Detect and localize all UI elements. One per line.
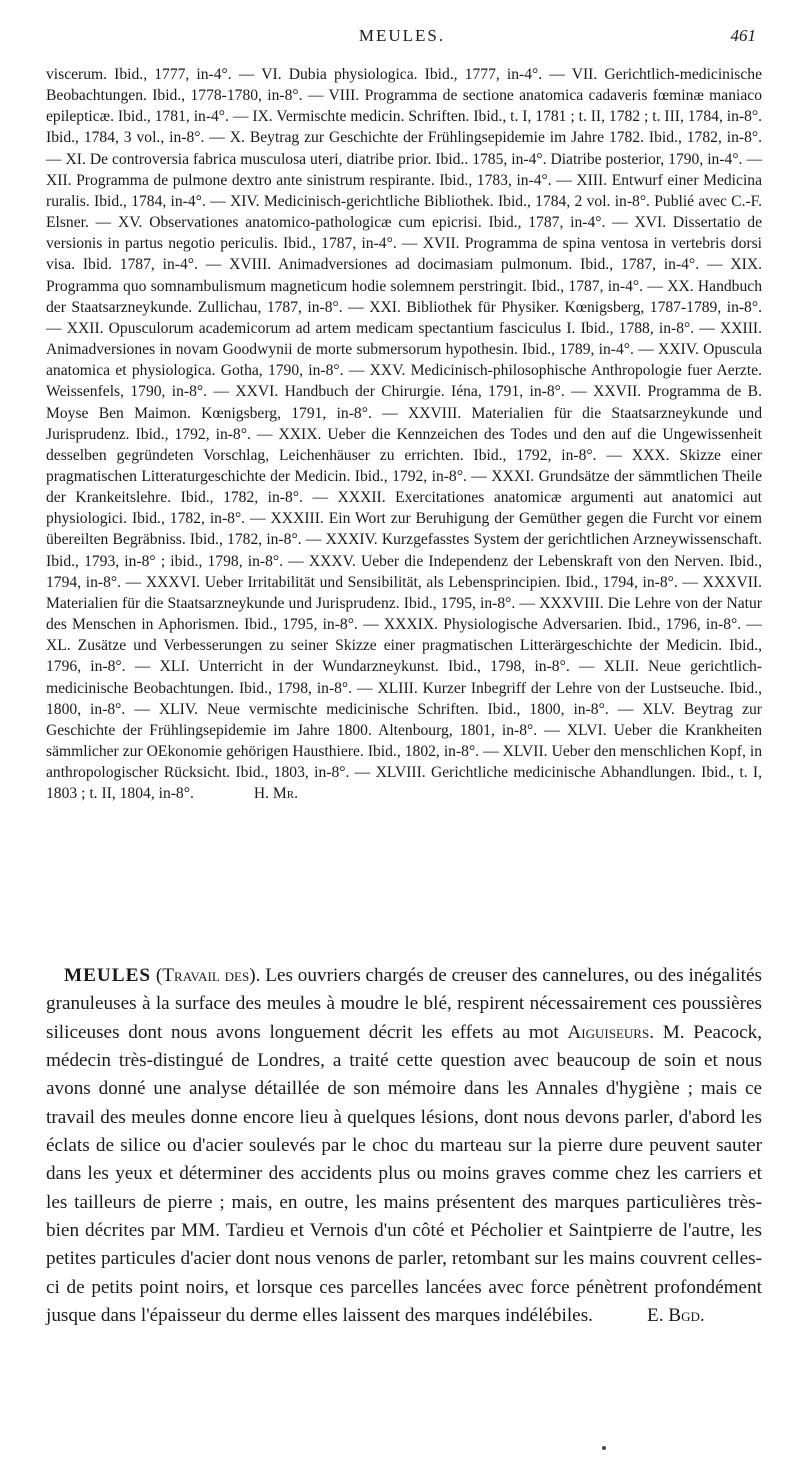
article-body-part-2: . M. Peacock, médecin très-distingué de Londres, a traité cette question avec beaucoup de soin et nous avons donné une analyse détaillée de son mémoire dans les Annales d'hygiène ; mais ce travail des meules donne encore lieu à quelques lésions, dont nous devons parler, d'abord les éclats de silice ou d'acier soulevés par le choc du marteau sur la pierre dure peuvent sauter dans les yeux et déterminer des accidents plus ou moins graves comme chez les carriers et les tailleurs de pierre ; mais, en outre, les mains présentent des marques particulières très-bien décrites par MM. Tardieu et Vernois d'un côté et Pécholier et Saintpierre de l'autre, les petites particules d'acier dont nous venons de parler, retombant sur les mains couvrent celles-ci de petits point noirs, et lorsque ces parcelles lancées avec force pénètrent profondément jusque dans l'épaisseur du derme elles laissent des marques indélébiles. xyxy=(46,1021,762,1327)
running-title: MEULES. xyxy=(358,26,446,45)
subtitle-close: ). xyxy=(249,965,261,986)
cross-reference: Aiguiseurs xyxy=(567,1021,650,1043)
page-header xyxy=(48,26,756,52)
article-subtitle: Travail des xyxy=(162,965,250,986)
article-headword: MEULES xyxy=(64,965,152,986)
article-signature: E. Bgd. xyxy=(646,1305,705,1327)
page-number: 461 xyxy=(730,26,756,45)
bibliography-text: viscerum. Ibid., 1777, in-4°. — VI. Dubia physiologica. Ibid., 1777, in-4°. — VII. Gerichtlich-medicinische Beobachtungen. Ibid., 1778-1780, in-8°. — VIII. Programma de sectione anatomica cadaveris fœminæ maniaco epilepticæ. Ibid., 1781, in-4°. — IX. Vermischte medicin. Schriften. Ibid., t. I, 1781 ; t. II, 1782 ; t. III, 1784, in-8°. Ibid., 1784, 3 vol., in-8°. — X. Beytrag zur Geschichte der Frühlingsepidemie im Jahre 1782. Ibid., 1782, in-8°. — XI. De controversia fabrica musculosa uteri, diatribe prior. Ibid.. 1785, in-4°. Diatribe posterior, 1790, in-4°. — XII. Programma de pulmone dextro ante sinistrum respirante. Ibid., 1783, in-4°. — XIII. Entwurf einer Medicina ruralis. Ibid., 1784, in-4°. — XIV. Medicinisch-gerichtliche Bibliothek. Ibid., 1784, 2 vol. in-8°. Publié avec C.-F. Elsner. — XV. Observationes anatomico-pathologicæ cum epicrisi. Ibid., 1787, in-4°. — XVI. Dissertatio de versionis in partus negotio periculis. Ibid., 1787, in-4°. — XVII. Programma de spina ventosa in vertebris dorsi visa. Ibid. 1787, in-4°. — XVIII. Animadversiones ad docimasiam pulmonum. Ibid., 1787, in-4°. — XIX. Programma quo somnambulismum magneticum hodie solemnem perstringit. Ibid., 1787, in-4°. — XX. Handbuch der Staatsarzneykunde. Zullichau, 1787, in-8°. — XXI. Bibliothek für Physiker. Kœnigsberg, 1787-1789, in-8°. — XXII. Opusculorum academicorum ad artem medicam spectantium fasciculus I. Ibid., 1788, in-8°. — XXIII. Animadversiones in novam Goodwynii de morte submersorum hypothesin. Ibid., 1789, in-4°. — XXIV. Opuscula anatomica et physiologica. Gotha, 1790, in-8°. — XXV. Medicinisch-philosophische Anthropologie fuer Aerzte. Weissenfels, 1790, in-8°. — XXVI. Handbuch der Chirurgie. Iéna, 1791, in-8°. — XXVII. Programma de B. Moyse Ben Maimon. Kœnigsberg, 1791, in-8°. — XXVIII. Materialien für die Staatsarzneykunde und Jurisprudenz. Ibid., 1792, in-8°. — XXIX. Ueber die Kennzeichen des Todes und den auf die Ungewissenheit desselben gegründeten Vorschlag, Leichenhäuser zu errichten. Ibid., 1792, in-8°. — XXX. Skizze einer pragmatischen Litteraturgeschichte der Medicin. Ibid., 1792, in-8°. — XXXI. Grundsätze der sämmtlichen Theile der Krankeitslehre. Ibid., 1782, in-8°. — XXXII. Exercitationes anatomicæ argumenti aut anatomici aut physiologici. Ibid., 1782, in-8°. — XXXIII. Ein Wort zur Beruhigung der Gemüther gegen die Furcht vor einem übereilten Begräbniss. Ibid., 1782, in-8°. — XXXIV. Kurzgefasstes System der gerichtlichen Arzneywissenschaft. Ibid., 1793, in-8° ; ibid., 1798, in-8°. — XXXV. Ueber die Independenz der Lebenskraft von den Nerven. Ibid., 1794, in-8°. — XXXVI. Ueber Irritabilität und Sensibilität, als Lebensprincipien. Ibid., 1794, in-8°. — XXXVII. Materialien für die Staatsarzneykunde und Jurisprudenz. Ibid., 1795, in-8°. — XXXVIII. Die Lehre von der Natur des Menschen in Aphorismen. Ibid., 1795, in-8°. — XXXIX. Physiologische Adversarien. Ibid., 1796, in-8°. — XL. Zusätze und Verbesserungen zu seiner Skizze einer pragmatischen Litterärgeschichte der Medicin. Ibid., 1796, in-8°. — XLI. Unterricht in der Wundarzneykunst. Ibid., 1798, in-8°. — XLII. Neue gerichtlich-medicinische Beobachtungen. Ibid., 1798, in-8°. — XLIII. Kurzer Inbegriff der Lehre von der Lustseuche. Ibid., 1800, in-8°. — XLIV. Neue vermischte medicinische Schriften. Ibid., 1800, in-8°. — XLV. Beytrag zur Geschichte der Frühlingsepidemie im Jahre 1800. Altenbourg, 1801, in-8°. — XLVI. Ueber die Krankheiten sämmlicher zur OEkonomie gehörigen Hausthiere. Ibid., 1802, in-8°. — XLVII. Ueber den menschlichen Kopf, in anthropologischer Rücksicht. Ibid., 1803, in-8°. — XLVIII. Gerichtliche medicinische Abhandlungen. Ibid., t. I, 1803 ; t. II, 1804, in-8°. xyxy=(46,66,762,803)
bibliography-author: H. Mr. xyxy=(253,785,299,803)
subtitle-open: ( xyxy=(151,965,163,986)
bibliography-block xyxy=(46,64,762,804)
article-meules xyxy=(46,962,762,1330)
article-body-part-1: Les ouvriers chargés de creuser des cannelures, ou des inégalités granuleuses à la surface des meules à moudre le blé, respirent nécessairement ces poussières siliceuses dont nous avons longuement décrit les effets au mot xyxy=(46,965,762,1043)
print-speck xyxy=(602,1446,606,1450)
